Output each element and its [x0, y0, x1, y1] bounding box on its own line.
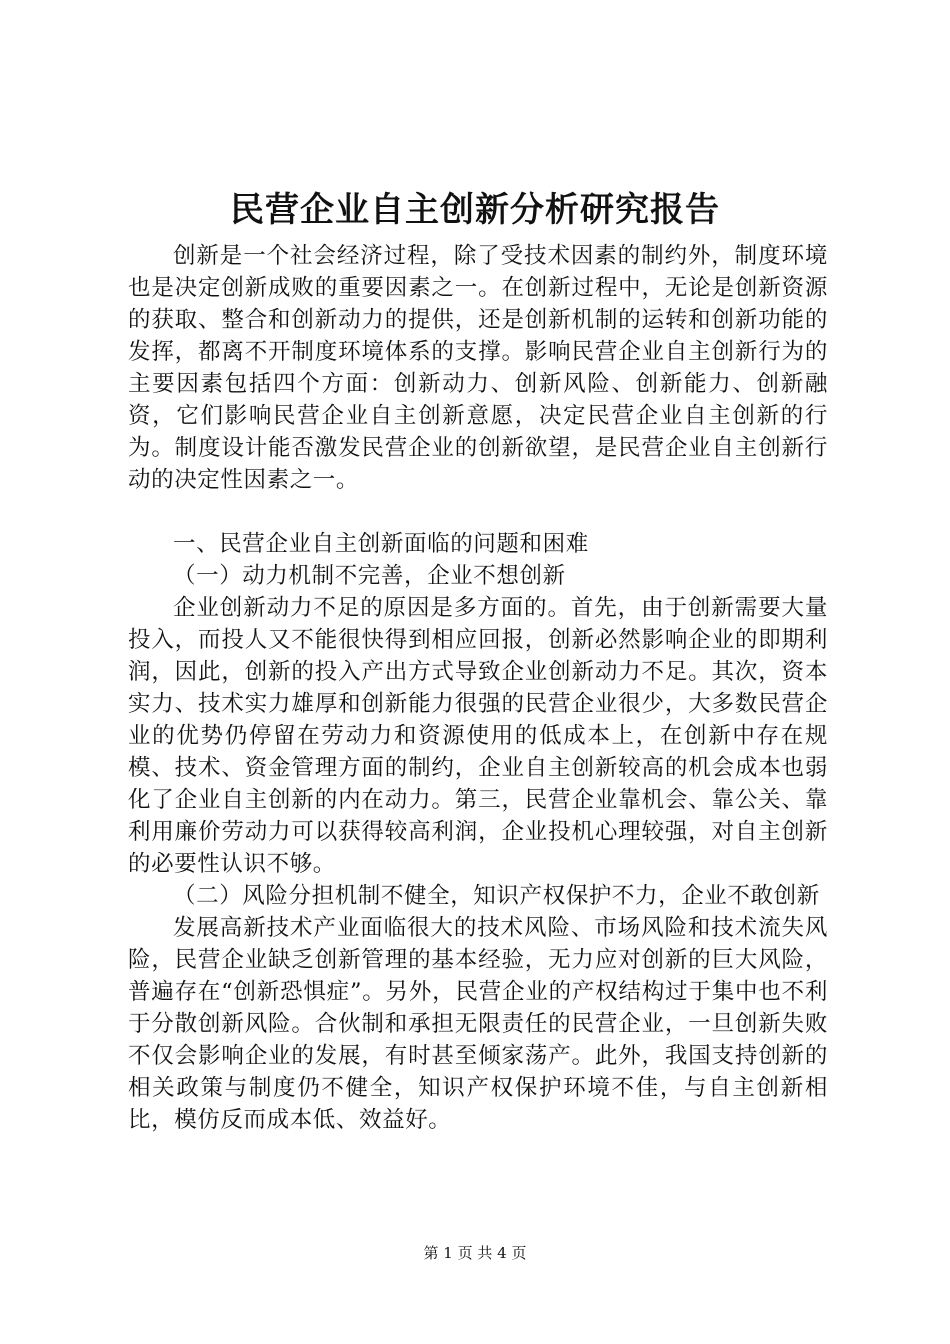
- paragraph-spacer: [128, 496, 828, 528]
- document-body: [128, 240, 828, 1136]
- intro-paragraph: 创新是一个社会经济过程，除了受技术因素的制约外，制度环境也是决定创新成败的重要因素之一。在创新过程中，无论是创新资源的获取、整合和创新动力的提供，还是创新机制的运转和创新功能的发挥，都离不开制度环境体系的支撑。影响民营企业自主创新行为的主要因素包括四个方面：创新动力、创新风险、创新能力、创新融资，它们影响民营企业自主创新意愿，决定民营企业自主创新的行为。制度设计能否激发民营企业的创新欲望，是民营企业自主创新行动的决定性因素之一。: [128, 243, 828, 493]
- section-heading-1: 一、民营企业自主创新面临的问题和困难: [173, 531, 589, 557]
- subsection-heading-2: （二）风险分担机制不健全，知识产权保护不力，企业不敢创新: [173, 883, 820, 909]
- subsection-heading-1: （一）动力机制不完善，企业不想创新: [173, 563, 566, 589]
- document-title: 民营企业自主创新分析研究报告: [230, 190, 720, 230]
- subsection-body-1: 企业创新动力不足的原因是多方面的。首先，由于创新需要大量投入，而投人又不能很快得到相应回报，创新必然影响企业的即期利润，因此，创新的投入产出方式导致企业创新动力不足。其次，资本实力、技术实力雄厚和创新能力很强的民营企业很少，大多数民营企业的优势仍停留在劳动力和资源使用的低成本上，在创新中存在规模、技术、资金管理方面的制约，企业自主创新较高的机会成本也弱化了企业自主创新的内在动力。第三，民营企业靠机会、靠公关、靠利用廉价劳动力可以获得较高利润，企业投机心理较强，对自主创新的必要性认识不够。: [128, 595, 828, 877]
- subsection-body-2: 发展高新技术产业面临很大的技术风险、市场风险和技术流失风险，民营企业缺乏创新管理的基本经验，无力应对创新的巨大风险，普遍存在“创新恐惧症”。另外，民营企业的产权结构过于集中也不利于分散创新风险。合伙制和承担无限责任的民营企业，一旦创新失败不仅会影响企业的发展，有时甚至倾家荡产。此外，我国支持创新的相关政策与制度仍不健全，知识产权保护环境不佳，与自主创新相比，模仿反而成本低、效益好。: [128, 915, 828, 1133]
- page-number-footer: 第 1 页 共 4 页: [423, 1244, 527, 1262]
